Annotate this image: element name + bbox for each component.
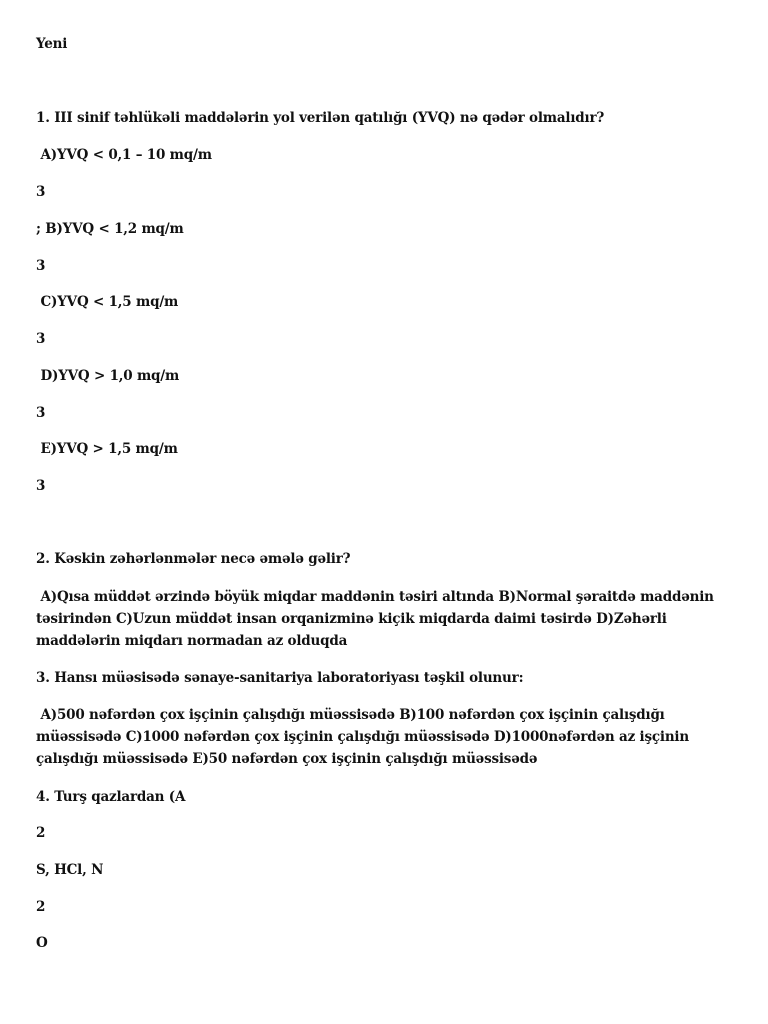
q1-option-d: D)YVQ > 1,0 mq/m xyxy=(36,368,180,384)
q1-superscript-b: 3 xyxy=(36,258,46,274)
question-3: 3. Hansı müəsisədə sənaye-sanitariya laboratoriyası təşkil olunur: xyxy=(36,670,524,686)
q1-superscript-a: 3 xyxy=(36,184,46,200)
question-2: 2. Kəskin zəhərlənmələr necə əmələ gəlir? xyxy=(36,551,351,567)
q1-option-b: ; B)YVQ < 1,2 mq/m xyxy=(36,221,184,237)
q4-subscript-2: 2 xyxy=(36,899,46,915)
q1-option-c: C)YVQ < 1,5 mq/m xyxy=(36,294,179,310)
q4-subscript-1: 2 xyxy=(36,825,46,841)
q1-superscript-e: 3 xyxy=(36,478,46,494)
q4-formula-line: S, HCl, N xyxy=(36,862,104,878)
q2-answers: A)Qısa müddət ərzində böyük miqdar maddənin təsiri altında B)Normal şəraitdə maddənin təsirindən C)Uzun müddət insan orqanizminə kiçik miqdarda daimi təsirdə D)Zəhərli maddələrin miqdarı normadan az olduqda xyxy=(36,589,719,649)
document-title: Yeni xyxy=(36,36,68,52)
q1-superscript-c: 3 xyxy=(36,331,46,347)
q1-option-a: A)YVQ < 0,1 – 10 mq/m xyxy=(36,147,212,163)
q1-superscript-d: 3 xyxy=(36,405,46,421)
q1-option-e: E)YVQ > 1,5 mq/m xyxy=(36,441,178,457)
q4-formula-end: O xyxy=(36,935,48,951)
question-4: 4. Turş qazlardan (A xyxy=(36,789,186,805)
q3-answers: A)500 nəfərdən çox işçinin çalışdığı müəssisədə B)100 nəfərdən çox işçinin çalışdığı müəssisədə C)1000 nəfərdən çox işçinin çalışdığı müəssisədə D)1000nəfərdən az işçinin çalışdığı müəssisədə E)50 nəfərdən çox işçinin çalışdığı müəssisədə xyxy=(36,707,694,767)
question-1: 1. III sinif təhlükəli maddələrin yol verilən qatılığı (YVQ) nə qədər olmalıdır? xyxy=(36,110,605,126)
